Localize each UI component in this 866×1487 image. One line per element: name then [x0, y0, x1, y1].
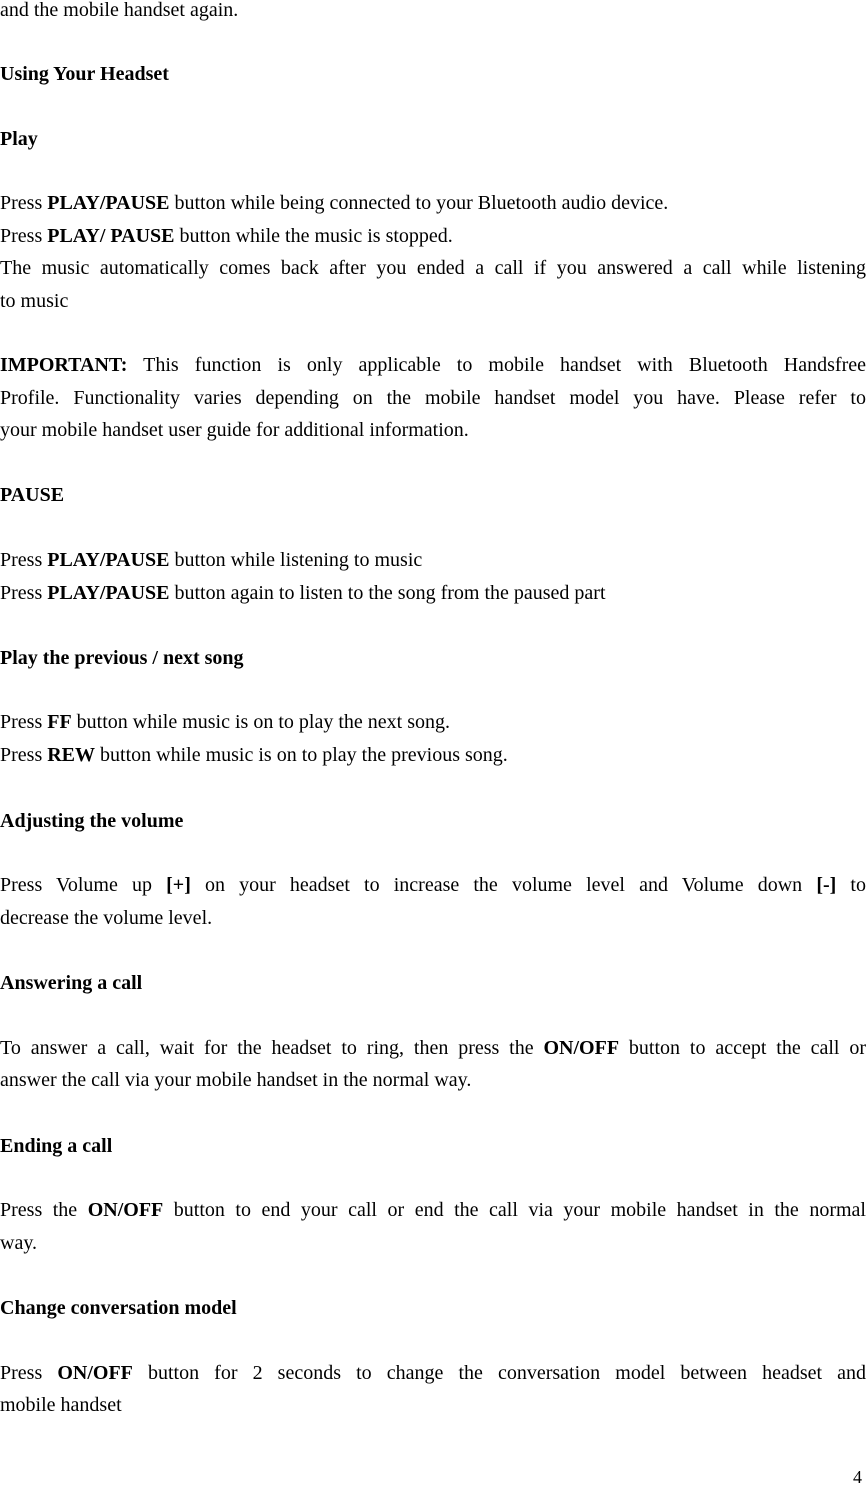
important-note-line-2: Profile. Functionality varies depending on the mobile handset model you have. Please refer to [0, 387, 866, 409]
ending-paragraph-line-1: Press the ON/OFF button to end your call or end the call via your mobile handset in the normal [0, 1199, 866, 1221]
heading-pause: PAUSE [0, 484, 65, 506]
important-note-line-3: your mobile handset user guide for additional information. [0, 419, 469, 441]
play-paragraph-2: Press PLAY/ PAUSE button while the music is stopped. [0, 225, 453, 247]
heading-change-conversation-model: Change conversation model [0, 1297, 237, 1319]
play-paragraph-1: Press PLAY/PAUSE button while being connected to your Bluetooth audio device. [0, 192, 669, 214]
change-paragraph-line-1: Press ON/OFF button for 2 seconds to change the conversation model between headset and [0, 1362, 866, 1384]
heading-previous-next-song: Play the previous / next song [0, 647, 244, 669]
intro-text: and the mobile handset again. [0, 0, 239, 21]
important-note-line-1: IMPORTANT: This function is only applicable to mobile handset with Bluetooth Handsfree [0, 354, 866, 376]
play-paragraph-3-line-2: to music [0, 290, 69, 312]
volume-paragraph-line-2: decrease the volume level. [0, 907, 213, 929]
answer-paragraph-line-1: To answer a call, wait for the headset to ring, then press the ON/OFF button to accept the call or [0, 1037, 866, 1059]
pause-paragraph-2: Press PLAY/PAUSE button again to listen to the song from the paused part [0, 582, 606, 604]
answer-paragraph-line-2: answer the call via your mobile handset in the normal way. [0, 1069, 472, 1091]
play-paragraph-3-line-1: The music automatically comes back after you ended a call if you answered a call while listening [0, 257, 866, 279]
heading-answering-call: Answering a call [0, 972, 143, 994]
previous-song-paragraph: Press REW button while music is on to play the previous song. [0, 744, 508, 766]
change-paragraph-line-2: mobile handset [0, 1394, 122, 1416]
ending-paragraph-line-2: way. [0, 1232, 38, 1254]
heading-ending-call: Ending a call [0, 1135, 113, 1157]
page-number: 4 [853, 1467, 862, 1487]
heading-adjusting-volume: Adjusting the volume [0, 810, 184, 832]
pause-paragraph-1: Press PLAY/PAUSE button while listening to music [0, 549, 423, 571]
heading-using-your-headset: Using Your Headset [0, 63, 169, 85]
volume-paragraph-line-1: Press Volume up [+] on your headset to increase the volume level and Volume down [-] to [0, 874, 866, 896]
next-song-paragraph: Press FF button while music is on to play the next song. [0, 711, 450, 733]
heading-play: Play [0, 128, 38, 150]
